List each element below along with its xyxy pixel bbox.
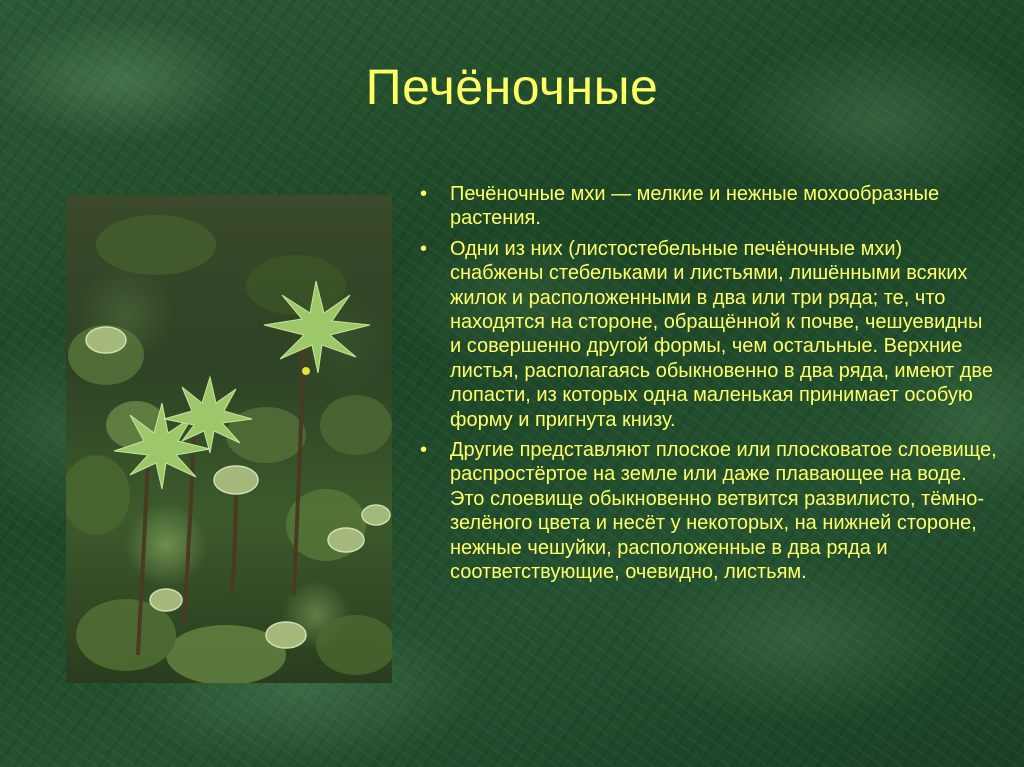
bullet-symbol: • (420, 237, 428, 260)
bullet-symbol: • (420, 439, 428, 462)
bullet-text: Другие представляют плоское или плосковатое слоевище, распростёртое на земле или даже плавающее на воде. Это слоевище обыкновенно ветвится развилисто, тёмно-зелёного цвета и несёт у некоторых, на нижней стороне, нежные чешуйки, расположенные в два ряда и соответствующие, очевидно, листьям. (450, 439, 997, 584)
bullet-item (418, 182, 998, 231)
bullet-list (418, 182, 998, 591)
bullet-item (418, 237, 998, 432)
slide-title: Печёночные (365, 59, 659, 115)
bullet-text: Печёночные мхи — мелкие и нежные мохообразные растения. (450, 183, 940, 230)
bullet-symbol: • (420, 183, 428, 205)
bullet-text: Одни из них (листостебельные печёночные мхи) снабжены стебельками и листьями, лишёнными всяких жилок и расположенными в два или три ряда; те, что находятся на стороне, обращённой к почве, чешуевидны и совершенно другой формы, чем остальные. Верхние листья, располагаясь обыкновенно в два ряда, имеют две лопасти, из которых одна маленькая принимает особую форму и пригнута книзу. (450, 237, 993, 431)
bullet-item (418, 438, 998, 584)
liverwort-photo (66, 195, 392, 683)
